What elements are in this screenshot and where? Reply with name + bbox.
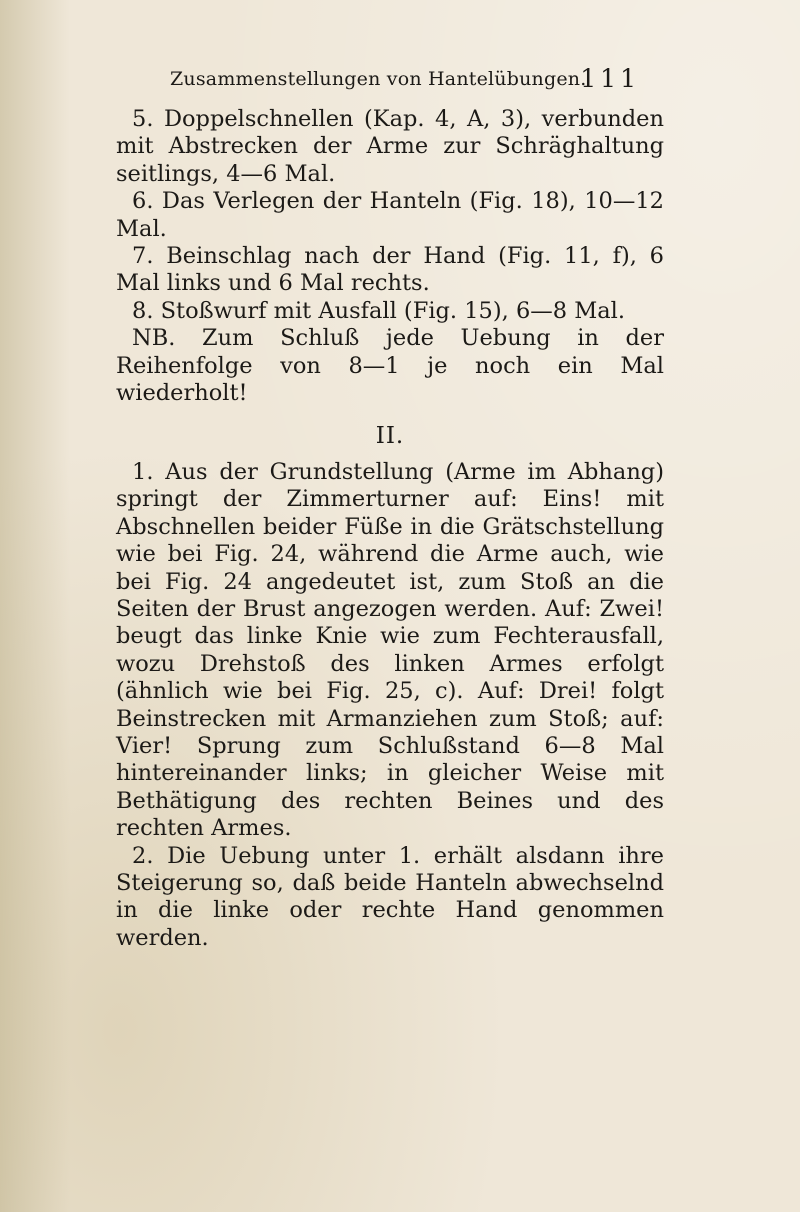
exercise-item-8: 8. Stoßwurf mit Ausfall (Fig. 15), 6—8 Mal.: [132, 297, 626, 324]
page-body: [116, 106, 664, 952]
section-item-2: 2. Die Uebung unter 1. erhält alsdann ihre Steigerung so, daß beide Hanteln abwechselnd in die linke oder rechte Hand genommen werden.: [116, 842, 664, 951]
exercise-item-5: 5. Doppelschnellen (Kap. 4, A, 3), verbunden mit Abstrecken der Arme zur Schräghaltung seitlings, 4—6 Mal.: [116, 106, 664, 187]
section-heading: II.: [375, 423, 405, 450]
running-head: Zusammenstellungen von Hantelübungen.: [170, 68, 587, 90]
note-paragraph: NB. Zum Schluß jede Uebung in der Reihenfolge von 8—1 je noch ein Mal wiederholt!: [116, 325, 664, 407]
page-edge-shadow: [0, 0, 70, 1212]
page-number: 111: [580, 64, 640, 93]
exercise-item-7: 7. Beinschlag nach der Hand (Fig. 11, f), 6 Mal links und 6 Mal rechts.: [116, 243, 664, 297]
page-header: [160, 64, 640, 98]
section-item-1: 1. Aus der Grundstellung (Arme im Abhang) springt der Zimmerturner auf: Eins! mit Abschnellen beider Füße in die Grätschstellung wie bei Fig. 24, während die Arme auch, wie bei Fig. 24 angedeutet ist, zum Stoß an die Seiten der Brust angezogen werden. Auf: Zwei! beugt das linke Knie wie zum Fechterausfall, wozu Drehstoß des linken Armes erfolgt (ähnlich wie bei Fig. 25, c). Auf: Drei! folgt Beinstrecken mit Armanziehen zum Stoß; auf: Vier! Sprung zum Schlußstand 6—8 Mal hintereinander links; in gleicher Weise mit Bethätigung des rechten Beines und des rechten Armes.: [116, 458, 664, 842]
exercise-item-6: 6. Das Verlegen der Hanteln (Fig. 18), 10—12 Mal.: [116, 188, 664, 242]
